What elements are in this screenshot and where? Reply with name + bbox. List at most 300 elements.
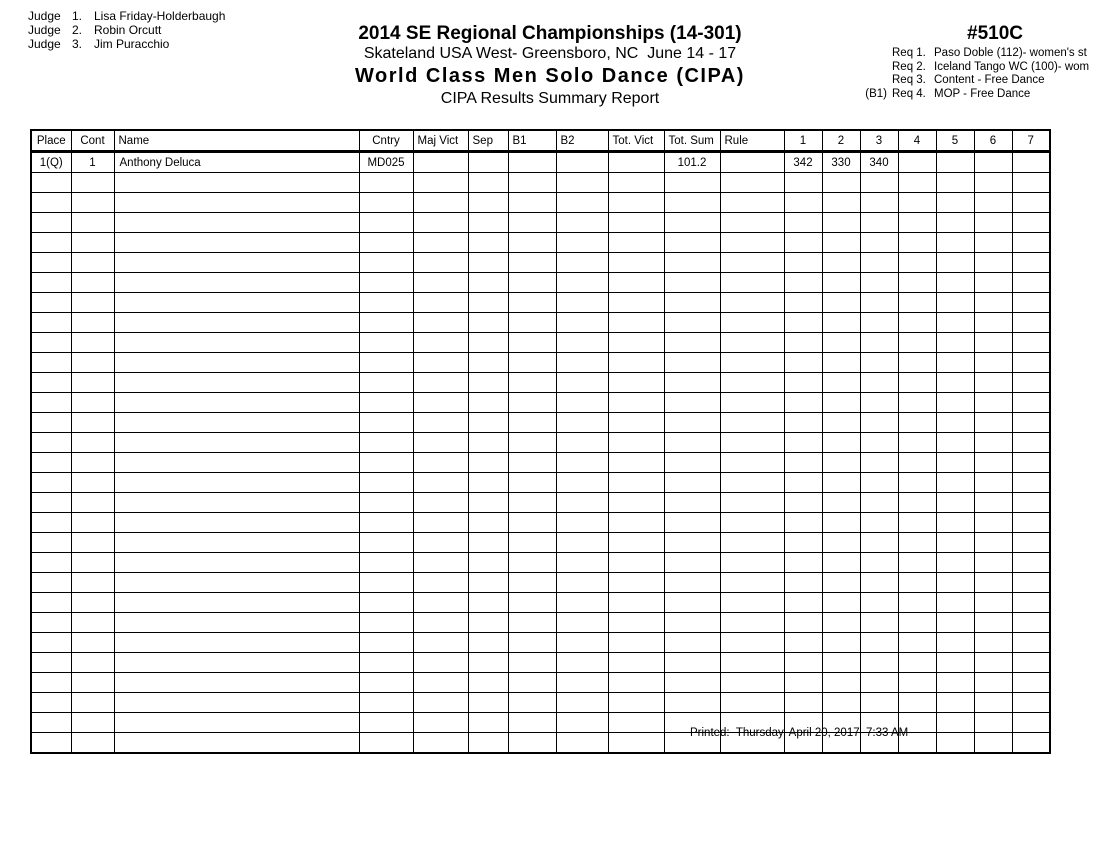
table-cell [359,453,413,473]
table-cell [720,213,784,233]
table-cell [898,313,936,333]
table-cell [413,513,468,533]
table-cell [31,373,71,393]
table-cell [31,413,71,433]
table-cell [114,373,359,393]
table-cell [114,693,359,713]
table-cell [71,253,114,273]
table-cell [898,193,936,213]
table-cell [359,373,413,393]
table-cell [556,513,608,533]
column-header: Maj Vict [413,130,468,152]
table-cell [608,273,664,293]
table-cell [784,173,822,193]
table-cell [114,193,359,213]
table-cell [31,293,71,313]
req-prefix: (B1) [865,87,887,100]
header-row [31,130,1050,152]
table-cell [468,333,508,353]
table-cell [974,413,1012,433]
table-cell [31,173,71,193]
table-cell [822,393,860,413]
table-cell [359,473,413,493]
table-cell [822,573,860,593]
requirement-row [853,61,1100,75]
table-cell [822,553,860,573]
table-cell [974,693,1012,713]
table-cell [1012,353,1050,373]
table-cell [556,353,608,373]
table-cell [359,513,413,533]
empty-row [31,533,1050,553]
table-cell [31,393,71,413]
table-cell [359,653,413,673]
judge-label: Judge [28,9,61,23]
table-cell [664,633,720,653]
table-cell [720,393,784,413]
table-cell [822,613,860,633]
table-cell [556,653,608,673]
table-cell [359,353,413,373]
table-cell [860,353,898,373]
table-cell [898,393,936,413]
table-cell [860,253,898,273]
table-cell [822,593,860,613]
table-cell [413,713,468,733]
table-cell [556,173,608,193]
table-cell [822,173,860,193]
table-cell [608,653,664,673]
table-cell [1012,693,1050,713]
table-cell [508,213,556,233]
table-cell [508,313,556,333]
table-cell [359,213,413,233]
table-cell [468,273,508,293]
table-cell [71,413,114,433]
table-cell [508,393,556,413]
empty-row [31,273,1050,293]
table-cell [468,433,508,453]
table-cell [860,413,898,433]
column-header: Rule [720,130,784,152]
table-cell [936,233,974,253]
table-cell [822,213,860,233]
table-cell [860,373,898,393]
empty-row [31,213,1050,233]
table-cell [1012,233,1050,253]
table-cell [974,152,1012,173]
table-cell [71,353,114,373]
table-cell [508,333,556,353]
table-cell [608,333,664,353]
table-cell [114,453,359,473]
table-cell [31,733,71,754]
table-cell [664,673,720,693]
table-cell [114,433,359,453]
table-cell [936,293,974,313]
table-cell [898,473,936,493]
table-cell [71,573,114,593]
table-cell [359,553,413,573]
table-cell [468,393,508,413]
table-cell [664,393,720,413]
table-cell [508,373,556,393]
table-cell [359,493,413,513]
requirement-row [853,88,1100,102]
table-cell [974,313,1012,333]
table-cell [822,293,860,313]
table-cell [468,353,508,373]
table-cell [114,293,359,313]
table-cell [114,313,359,333]
table-cell [898,493,936,513]
table-cell [974,173,1012,193]
table-cell [608,673,664,693]
table-cell [936,533,974,553]
table-cell [1012,673,1050,693]
table-cell [608,313,664,333]
table-cell [664,413,720,433]
empty-row [31,613,1050,633]
column-header: B2 [556,130,608,152]
table-cell [413,152,468,173]
table-cell [31,333,71,353]
table-cell [936,152,974,173]
requirements-list [853,47,1100,101]
table-cell [664,493,720,513]
table-cell [664,573,720,593]
table-cell [508,433,556,453]
table-cell [71,393,114,413]
empty-row [31,493,1050,513]
table-cell [359,293,413,313]
table-cell [359,613,413,633]
table-cell [468,713,508,733]
judge-number: 2. [72,23,83,37]
table-cell [784,573,822,593]
table-cell [468,553,508,573]
table-cell [71,313,114,333]
table-cell [31,693,71,713]
req-prefix [853,74,887,88]
table-cell [898,413,936,433]
table-cell [359,253,413,273]
table-cell [664,433,720,453]
table-cell [1012,393,1050,413]
table-cell [114,633,359,653]
table-cell [822,633,860,653]
table-cell [114,273,359,293]
column-header: Tot. Vict [608,130,664,152]
column-header: Sep [468,130,508,152]
table-cell [468,233,508,253]
table-cell [784,313,822,333]
table-cell [359,733,413,754]
table-cell [936,193,974,213]
table-cell [898,213,936,233]
table-cell [898,173,936,193]
table-cell [114,713,359,733]
table-cell [822,193,860,213]
table-cell [413,733,468,754]
table-cell [413,233,468,253]
table-cell [508,653,556,673]
table-cell [898,333,936,353]
table-cell [936,213,974,233]
table-cell [720,573,784,593]
table-cell [71,433,114,453]
table-cell [822,413,860,433]
table-cell [468,453,508,473]
judge-number: 3. [72,37,83,51]
table-cell [720,633,784,653]
table-cell [508,233,556,253]
table-cell [508,673,556,693]
table-cell [359,693,413,713]
table-cell [468,213,508,233]
table-cell [936,733,974,754]
table-cell [31,353,71,373]
table-cell [898,653,936,673]
table-cell [974,193,1012,213]
table-cell [860,533,898,553]
table-cell [936,373,974,393]
table-cell [508,293,556,313]
table-cell [31,573,71,593]
table-cell [31,473,71,493]
table-cell [608,253,664,273]
division-title: World Class Men Solo Dance (CIPA) [355,65,745,87]
req-prefix [853,47,887,61]
table-cell [860,673,898,693]
table-cell [1012,493,1050,513]
table-cell [1012,653,1050,673]
table-cell [413,293,468,313]
table-cell [556,373,608,393]
table-cell [974,593,1012,613]
table-cell [784,193,822,213]
requirement-row [853,74,1100,88]
table-cell [31,493,71,513]
column-header: 1 [784,130,822,152]
table-cell [71,593,114,613]
table-cell [720,233,784,253]
table-cell [936,393,974,413]
table-cell [822,673,860,693]
table-cell [468,733,508,754]
table-cell [974,473,1012,493]
table-cell [468,593,508,613]
table-cell [822,353,860,373]
table-cell [784,533,822,553]
table-cell [468,413,508,433]
table-cell [413,593,468,613]
column-header: 2 [822,130,860,152]
empty-row [31,293,1050,313]
table-cell [664,453,720,473]
table-cell [413,353,468,373]
empty-row [31,673,1050,693]
table-cell [71,473,114,493]
empty-row [31,253,1050,273]
table-cell [822,493,860,513]
column-header: 5 [936,130,974,152]
table-cell [898,253,936,273]
table-cell [664,213,720,233]
table-cell [974,353,1012,373]
table-cell [556,313,608,333]
table-cell [898,533,936,553]
table-cell [71,373,114,393]
table-cell [114,493,359,513]
table-cell [71,533,114,553]
empty-row [31,373,1050,393]
table-cell [822,253,860,273]
table-cell [860,593,898,613]
table-cell: 101.2 [664,152,720,173]
judge-label: Judge [28,23,61,37]
table-cell [413,193,468,213]
table-cell [31,313,71,333]
table-cell [936,433,974,453]
column-header: B1 [508,130,556,152]
table-cell [664,593,720,613]
event-title: 2014 SE Regional Championships (14-301) [358,23,742,44]
table-cell [556,693,608,713]
table-cell [114,473,359,493]
empty-row [31,473,1050,493]
table-cell [114,253,359,273]
table-cell [508,253,556,273]
table-cell [608,453,664,473]
table-cell [359,273,413,293]
table-cell [860,273,898,293]
table-cell [936,493,974,513]
table-cell [974,233,1012,253]
table-cell [71,633,114,653]
table-cell [608,473,664,493]
table-cell [936,573,974,593]
table-cell [720,273,784,293]
table-cell [860,313,898,333]
table-cell [822,473,860,493]
table-cell [898,453,936,473]
table-cell [413,273,468,293]
table-cell [468,613,508,633]
table-cell [664,273,720,293]
table-cell [664,533,720,553]
table-cell [556,393,608,413]
table-cell [114,653,359,673]
table-cell [608,393,664,413]
table-cell [556,573,608,593]
table-cell [664,513,720,533]
table-cell [413,413,468,433]
req-label: Req 2. [892,60,926,73]
table-cell [974,513,1012,533]
table-cell [413,653,468,673]
table-cell [556,233,608,253]
empty-row [31,393,1050,413]
table-cell [114,393,359,413]
table-cell [71,233,114,253]
table-cell [720,293,784,313]
table-cell [556,733,608,754]
column-header: 7 [1012,130,1050,152]
table-cell [608,493,664,513]
table-cell [664,173,720,193]
table-cell [31,433,71,453]
table-cell [556,152,608,173]
table-cell [974,613,1012,633]
table-cell [1012,333,1050,353]
table-cell [860,613,898,633]
table-cell [720,313,784,333]
table-cell [114,213,359,233]
table-cell [71,193,114,213]
table-cell [608,433,664,453]
table-cell [413,533,468,553]
table-cell [784,233,822,253]
table-cell [784,293,822,313]
table-cell [664,193,720,213]
table-cell [556,613,608,633]
table-cell: 1 [71,152,114,173]
empty-row [31,513,1050,533]
column-header: Tot. Sum [664,130,720,152]
empty-row [31,353,1050,373]
table-cell [860,393,898,413]
table-cell [860,233,898,253]
table-cell [468,253,508,273]
table-cell [359,633,413,653]
table-cell [974,653,1012,673]
empty-row [31,173,1050,193]
table-cell [898,152,936,173]
req-text: MOP - Free Dance [934,87,1031,100]
table-cell [359,673,413,693]
table-cell [1012,173,1050,193]
table-cell [114,673,359,693]
table-cell [359,233,413,253]
table-cell [860,553,898,573]
table-cell [71,273,114,293]
table-cell [898,273,936,293]
table-cell [608,193,664,213]
table-cell [822,693,860,713]
table-cell [413,433,468,453]
table-cell [413,393,468,413]
table-cell [114,513,359,533]
table-cell [508,533,556,553]
table-cell [898,673,936,693]
table-cell [664,253,720,273]
table-cell [556,713,608,733]
table-cell [1012,473,1050,493]
judge-name: Jim Puracchio [94,37,170,51]
table-cell [784,453,822,473]
table-cell [556,413,608,433]
table-cell [784,473,822,493]
table-cell [720,433,784,453]
table-cell [974,393,1012,413]
table-cell [413,173,468,193]
table-cell [720,353,784,373]
table-cell [114,593,359,613]
table-cell [1012,193,1050,213]
table-cell [468,313,508,333]
judge-name: Lisa Friday-Holderbaugh [94,9,226,23]
